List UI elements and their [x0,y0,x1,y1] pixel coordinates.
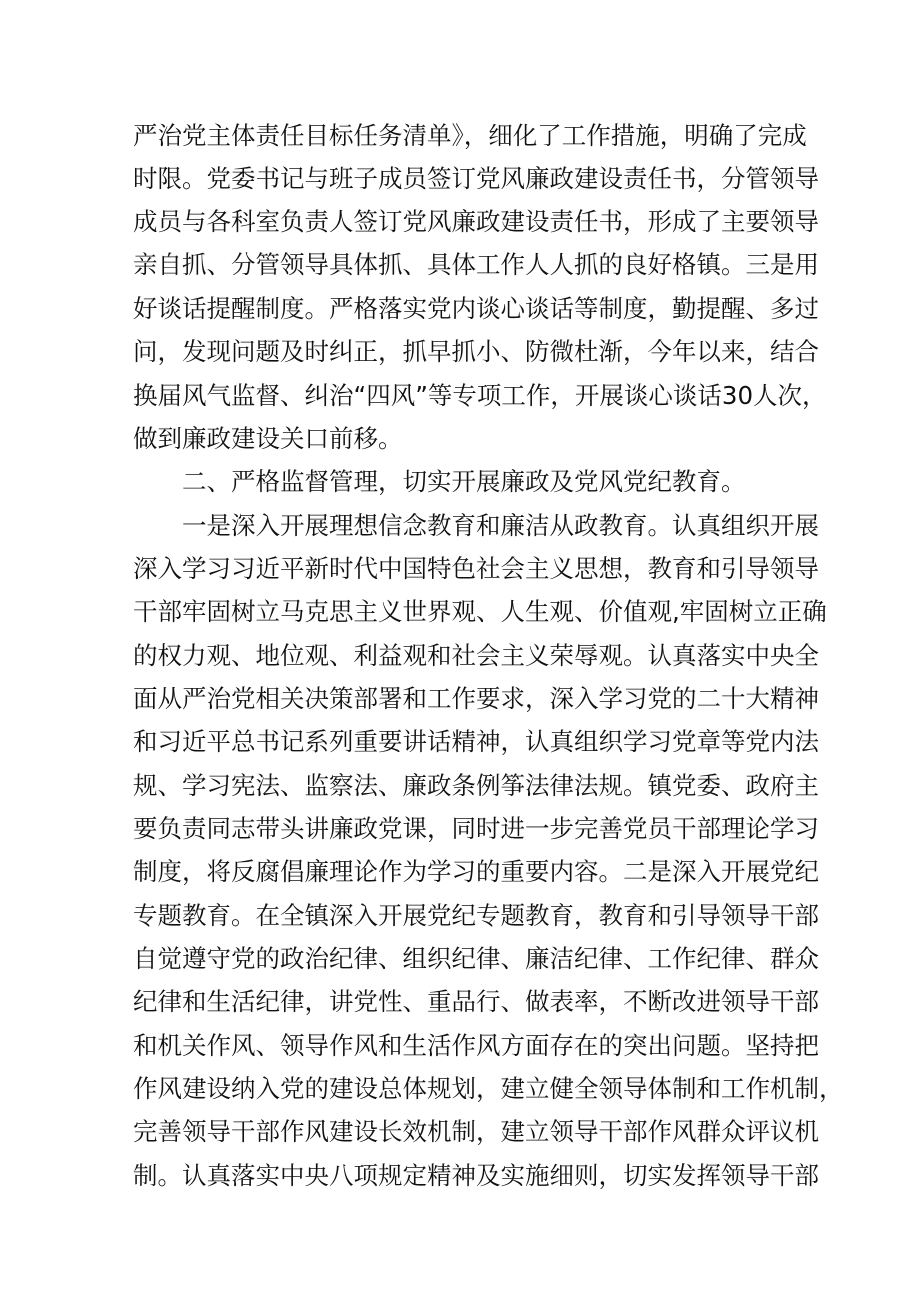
text-line-5: 好谈话提醒制度。严格落实党内谈心谈话等制度，勤提醒、多过 [133,294,819,323]
section-heading-2: 二、严格监督管理，切实开展廉政及党风党纪教育。 [182,467,746,496]
text-line-14: 面从严治党相关决策部署和工作要求，深入学习党的二十大精神 [133,684,819,713]
text-line-20: 自觉遵守党的政治纪律、组织纪律、廉洁纪律、工作纪律、群众 [133,944,819,973]
text-line-21: 纪律和生活纪律，讲党性、重品行、做表率，不断改进领导干部 [133,987,819,1016]
text-line-24: 完善领导干部作风建设长效机制，建立领导干部作风群众评议机 [133,1117,819,1146]
text-line-7: 换届风气监督、纠治“四风”等专项工作，开展谈心谈话30人次， [133,381,827,410]
text-line-4: 亲自抓、分管领导具体抓、具体工作人人抓的良好格镇。三是用 [133,250,819,279]
text-line-12: 干部牢固树立马克思主义世界观、人生观、价值观,牢固树立正确 [133,597,827,626]
text-line-25: 制。认真落实中央八项规定精神及实施细则，切实发挥领导干部 [133,1161,819,1190]
text-line-16: 规、学习宪法、监察法、廉政条例筝法律法规。镇党委、政府主 [133,771,819,800]
text-line-11: 深入学习习近平新时代中国特色社会主义思想，教育和引导领导 [133,554,819,583]
text-line-3: 成员与各科室负责人签订党风廉政建设责任书，形成了主要领导 [133,207,819,236]
text-line-13: 的权力观、地位观、利益观和社会主义荣辱观。认真落实中央全 [133,641,819,670]
text-line-10: 一是深入开展理想信念教育和廉洁从政教育。认真组织开展 [182,511,819,540]
text-line-22: 和机关作风、领导作风和生活作风方面存在的突出问题。坚持把 [133,1031,819,1060]
text-line-2: 时限。党委书记与班子成员签订党风廉政建设责任书，分管领导 [133,164,819,193]
text-line-1: 严治党主体责任目标任务清单》，细化了工作措施，明确了完成 [133,121,807,150]
text-line-19: 专题教育。在全镇深入开展党纪专题教育，教育和引导领导干部 [133,901,819,930]
text-line-8: 做到廉政建设关口前移。 [133,424,403,453]
text-line-15: 和习近平总书记系列重要讲话精神，认真组织学习党章等党内法 [133,727,819,756]
text-line-23: 作风建设纳入党的建设总体规划，建立健全领导体制和工作机制， [133,1074,844,1103]
text-line-6: 问，发现问题及时纠正，抓早抓小、防微杜渐，今年以来，结合 [133,337,819,366]
text-line-18: 制度，将反腐倡廉理论作为学习的重要内容。二是深入开展党纪 [133,857,819,886]
text-line-17: 要负责同志带头讲廉政党课，同时进一步完善党员干部理论学习 [133,814,819,843]
